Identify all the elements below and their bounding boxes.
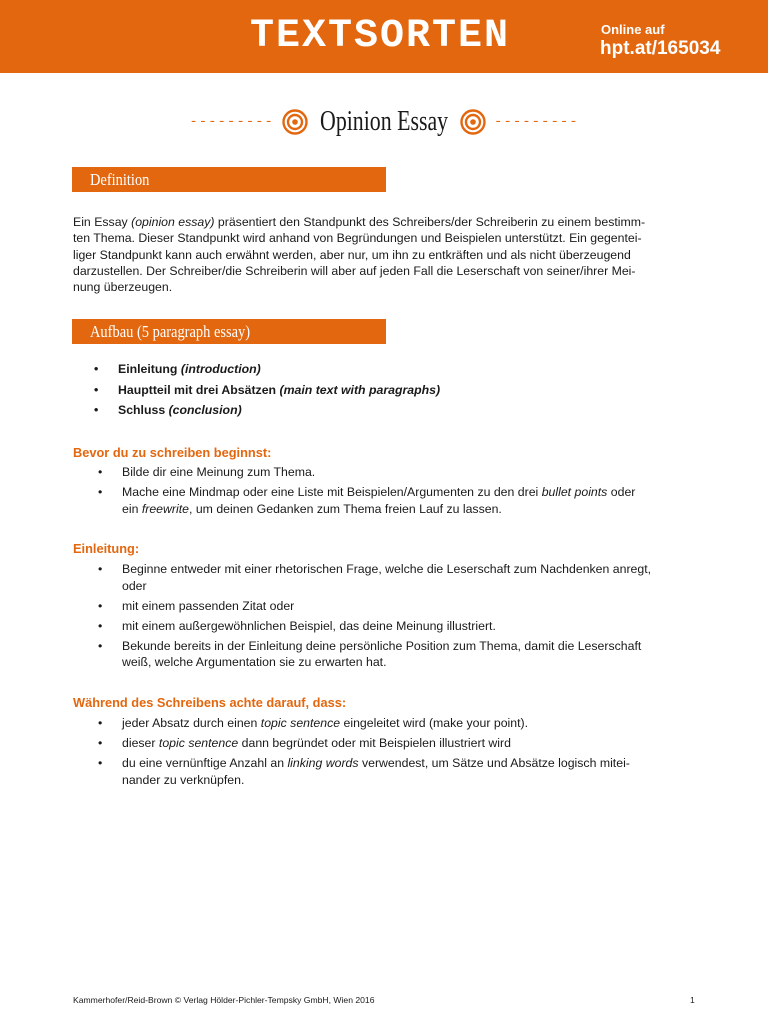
text-segment: Bilde dir eine Meinung zum Thema. [122,465,316,479]
list-item [73,383,440,404]
text-segment: darzustellen. Der Schreiber/die Schreiberin will aber auf jeden Fall die Leserschaft von seiner/ihrer Mei- [73,263,636,278]
text-segment: liger Standpunkt kann auch erwähnt werden, aber nur, um ihn zu entkräften und als nicht überzeugend [73,247,631,262]
text-segment: Beginne entweder mit einer rhetorischen Frage, welche die Leserschaft zum Nachdenken anregt, [122,562,652,576]
list-item [73,464,699,481]
aufbau-heading: Aufbau (5 paragraph essay) [72,319,386,344]
einleitung-heading: Einleitung: [73,541,140,556]
text-segment: verwendest, um Sätze und Absätze logisch mitei- [358,756,630,771]
italic-text: linking words [287,756,359,771]
text-segment: oder [122,578,147,593]
text-segment: dann begründet oder mit Beispielen illustriert wird [238,736,511,751]
italic-text: freewrite [141,501,189,516]
text-segment: mit einem außergewöhnlichen Beispiel, das deine Meinung illustriert. [122,618,496,633]
definition-paragraph [73,214,699,295]
bevor-list [73,464,699,521]
page-title: Opinion Essay [319,106,448,137]
list-item [73,755,699,788]
footer-credit: Kammerhofer/Reid-Brown © Verlag Hölder-Pichler-Tempsky GmbH, Wien 2016 [73,995,375,1005]
list-item [73,403,440,424]
text-segment: ein [122,501,142,516]
page-number: 1 [690,995,695,1005]
waehrend-list [73,715,699,792]
text-segment: dieser [122,736,159,751]
title-row [0,104,768,140]
list-item [73,638,699,671]
text-segment: , um deinen Gedanken zum Thema freien Lauf zu lassen. [188,501,502,516]
header-banner [0,0,768,73]
list-item [73,735,699,752]
text-segment: Schluss [118,403,169,417]
text-segment: jeder Absatz durch einen [122,716,261,730]
title-dashes-left: --------- [189,114,274,130]
italic-text: topic sentence [158,736,239,751]
einleitung-list [73,561,699,675]
title-dashes-right: --------- [494,114,579,130]
italic-text: (main text with paragraphs) [279,382,441,397]
text-segment: mit einem passenden Zitat oder [122,598,295,613]
target-icon [460,109,486,135]
text-segment: oder [607,485,636,500]
waehrend-heading: Während des Schreibens achte darauf, dass: [73,695,347,710]
online-link[interactable]: hpt.at/165034 [600,38,721,59]
text-segment: Hauptteil mit drei Absätzen [118,382,280,397]
text-segment: nander zu verknüpfen. [122,772,245,787]
list-item [73,598,699,615]
text-segment: nung überzeugen. [73,280,173,295]
italic-text: topic sentence [260,716,341,730]
target-icon [282,109,308,135]
list-item [73,561,699,594]
list-item [73,618,699,635]
italic-text: (conclusion) [168,403,242,417]
italic-text: bullet points [541,485,608,500]
brand-title: TEXTSORTEN [250,14,511,59]
text-segment: Ein Essay [73,215,132,229]
text-segment: Mache eine Mindmap oder eine Liste mit Beispielen/Argumenten zu den drei [122,485,542,500]
text-segment: ten Thema. Dieser Standpunkt wird anhand von Begründungen und Beispielen unterstützt. Ein gegentei- [73,231,642,246]
definition-heading: Definition [72,167,386,192]
text-segment: Bekunde bereits in der Einleitung deine persönliche Position zum Thema, damit die Leserschaft [122,638,642,653]
text-segment: du eine vernünftige Anzahl an [122,756,288,771]
italic-text: (opinion essay) [131,215,215,229]
text-segment: weiß, welche Argumentation sie zu erwarten hat. [122,655,387,670]
text-segment: Einleitung [118,362,181,376]
bevor-heading: Bevor du zu schreiben beginnst: [73,445,272,460]
list-item [73,484,699,517]
list-item [73,362,440,383]
aufbau-list [73,362,440,424]
online-label: Online auf [601,22,665,37]
list-item [73,715,699,732]
text-segment: eingeleitet wird (make your point). [340,716,529,730]
italic-text: (introduction) [180,362,261,376]
text-segment: präsentiert den Standpunkt des Schreibers/der Schreiberin zu einem bestimm- [214,215,646,229]
